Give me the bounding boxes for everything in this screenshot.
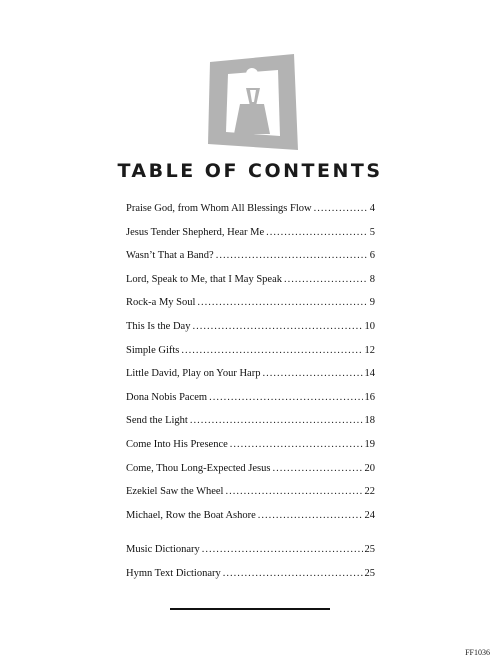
- leader-dots: [209, 392, 362, 403]
- leader-dots: [230, 439, 363, 450]
- page-title: TABLE OF CONTENTS: [117, 160, 383, 182]
- catalog-code: FF1036: [465, 648, 490, 657]
- toc-page: 25: [364, 544, 375, 556]
- leader-dots: [202, 544, 363, 555]
- toc-title: Jesus Tender Shepherd, Hear Me: [126, 226, 265, 238]
- toc-title: Rock-a My Soul: [126, 297, 196, 309]
- toc-entry[interactable]: [126, 321, 375, 345]
- leader-dots: [192, 321, 362, 332]
- toc-title: Lord, Speak to Me, that I May Speak: [126, 273, 283, 285]
- toc-page: 4: [369, 203, 375, 214]
- toc-page: 14: [364, 368, 375, 380]
- leader-dots: [197, 297, 367, 308]
- leader-dots: [225, 486, 362, 497]
- toc-title: Simple Gifts: [126, 344, 180, 356]
- toc-page: 12: [364, 344, 375, 356]
- leader-dots: [262, 368, 362, 379]
- toc-title: Little David, Play on Your Harp: [126, 368, 261, 380]
- toc-title: Wasn’t That a Band?: [126, 250, 214, 262]
- toc-title: Music Dictionary: [126, 544, 200, 556]
- toc-title: Dona Nobis Pacem: [126, 391, 208, 403]
- table-of-contents: [126, 203, 375, 592]
- toc-title: Michael, Row the Boat Ashore: [126, 509, 256, 521]
- toc-entry[interactable]: [126, 368, 375, 392]
- toc-entry[interactable]: [126, 345, 375, 369]
- toc-entry[interactable]: [126, 510, 375, 534]
- toc-entry[interactable]: [126, 297, 375, 321]
- toc-page: 16: [364, 391, 375, 403]
- toc-page: 19: [364, 438, 375, 450]
- toc-title: Come Into His Presence: [126, 438, 228, 450]
- leader-dots: [181, 345, 362, 356]
- toc-entry[interactable]: [126, 568, 375, 592]
- toc-entry[interactable]: [126, 203, 375, 227]
- toc-page: 25: [364, 567, 375, 579]
- toc-page: 5: [369, 226, 375, 238]
- toc-entry[interactable]: [126, 486, 375, 510]
- toc-page: 20: [364, 462, 375, 474]
- toc-entry[interactable]: [126, 544, 375, 568]
- toc-title: This Is the Day: [126, 320, 191, 332]
- toc-title: Ezekiel Saw the Wheel: [126, 486, 224, 498]
- toc-entry[interactable]: [126, 415, 375, 439]
- leader-dots: [258, 510, 363, 521]
- toc-entry[interactable]: [126, 274, 375, 298]
- angel-logo-icon: [206, 54, 298, 152]
- toc-title: Hymn Text Dictionary: [126, 567, 221, 579]
- toc-page: 18: [364, 415, 375, 427]
- toc-page: 6: [369, 250, 375, 262]
- leader-dots: [272, 463, 362, 474]
- toc-entry[interactable]: [126, 439, 375, 463]
- toc-entry[interactable]: [126, 463, 375, 487]
- toc-entry[interactable]: [126, 227, 375, 251]
- leader-dots: [314, 203, 368, 214]
- toc-page: 24: [364, 509, 375, 521]
- toc-page: 22: [364, 486, 375, 498]
- leader-dots: [266, 227, 368, 238]
- divider-rule: [170, 608, 330, 610]
- toc-entry[interactable]: [126, 250, 375, 274]
- leader-dots: [284, 274, 368, 285]
- toc-entry[interactable]: [126, 392, 375, 416]
- toc-title: Praise God, from Whom All Blessings Flow: [126, 203, 312, 214]
- section-gap: [126, 533, 375, 544]
- toc-title: Send the Light: [126, 415, 188, 427]
- leader-dots: [216, 250, 368, 261]
- leader-dots: [223, 568, 363, 579]
- toc-page: 8: [369, 273, 375, 285]
- toc-title: Come, Thou Long-Expected Jesus: [126, 462, 271, 474]
- toc-page: 10: [364, 320, 375, 332]
- leader-dots: [190, 415, 363, 426]
- toc-page: 9: [369, 297, 375, 309]
